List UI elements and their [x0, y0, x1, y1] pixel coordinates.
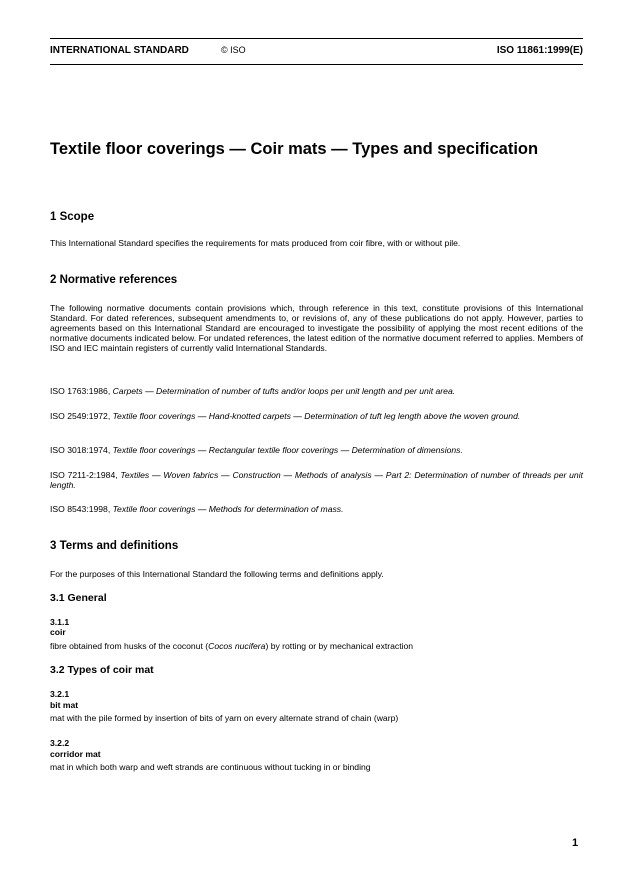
term-definition: mat in which both warp and weft strands are continuous without tucking in or binding — [50, 762, 371, 772]
header-standard-label: INTERNATIONAL STANDARD — [50, 45, 189, 56]
reference-item — [50, 504, 583, 514]
definition-italic-text: Cocos nucifera — [208, 641, 266, 651]
term-name: coir — [50, 627, 66, 637]
section-heading-terms-definitions: 3 Terms and definitions — [50, 540, 179, 552]
header-standard-number: ISO 11861:1999(E) — [496, 45, 583, 56]
reference-title: Textile floor coverings — Rectangular textile floor coverings — Determination of dimensions. — [112, 445, 463, 455]
page-number: 1 — [572, 837, 579, 849]
term-name: corridor mat — [50, 749, 101, 759]
subsection-heading-general: 3.1 General — [50, 592, 107, 604]
reference-code: ISO 1763:1986, — [50, 386, 113, 396]
term-definition — [50, 641, 583, 651]
document-title: Textile floor coverings — Coir mats — Types and specification — [50, 140, 539, 158]
term-definition: mat with the pile formed by insertion of bits of yarn on every alternate strand of chain (warp) — [50, 713, 399, 723]
header-bottom-rule — [50, 64, 583, 65]
reference-item — [50, 470, 583, 490]
reference-title: Textile floor coverings — Hand-knotted carpets — Determination of tuft leg length above the woven ground. — [112, 411, 521, 421]
header-top-rule — [50, 38, 583, 39]
reference-code: ISO 2549:1972, — [50, 411, 113, 421]
reference-title: Textile floor coverings — Methods for determination of mass. — [112, 504, 344, 514]
term-name: bit mat — [50, 700, 79, 710]
term-number: 3.2.1 — [50, 689, 70, 699]
definition-text: ) by rotting or by mechanical extraction — [265, 641, 414, 651]
definition-text: fibre obtained from husks of the coconut ( — [50, 641, 209, 651]
scope-text: This International Standard specifies the requirements for mats produced from coir fibre, with or without pile. — [50, 238, 461, 248]
reference-item — [50, 411, 583, 421]
header-copyright: © ISO — [221, 45, 246, 55]
reference-code: ISO 8543:1998, — [50, 504, 113, 514]
reference-item — [50, 445, 583, 455]
reference-code: ISO 7211-2:1984, — [50, 470, 121, 480]
subsection-heading-types: 3.2 Types of coir mat — [50, 664, 154, 676]
reference-title: Textiles — Woven fabrics — Construction — Methods of analysis — Part 2: Determination of number of threads per unit length. — [50, 470, 583, 490]
page-header — [50, 45, 583, 59]
section-heading-normative-references: 2 Normative references — [50, 274, 178, 286]
term-number: 3.1.1 — [50, 617, 70, 627]
normative-intro: The following normative documents contain provisions which, through reference in this text, constitute provisions of this International Standard. For dated references, subsequent amendments to, or revisions of, any of these publications do not apply. However, parties to agreements based on this International Standard are encouraged to investigate the possibility of applying the most recent editions of the normative documents indicated below. For undated references, the latest edition of the normative document referred to applies. Members of ISO and IEC maintain registers of currently valid International Standards. — [50, 303, 583, 353]
reference-item — [50, 386, 583, 396]
terms-intro: For the purposes of this International Standard the following terms and definitions apply. — [50, 569, 384, 579]
section-heading-scope: 1 Scope — [50, 211, 95, 223]
reference-code: ISO 3018:1974, — [50, 445, 113, 455]
reference-title: Carpets — Determination of number of tufts and/or loops per unit length and per unit area. — [112, 386, 456, 396]
term-number: 3.2.2 — [50, 738, 70, 748]
